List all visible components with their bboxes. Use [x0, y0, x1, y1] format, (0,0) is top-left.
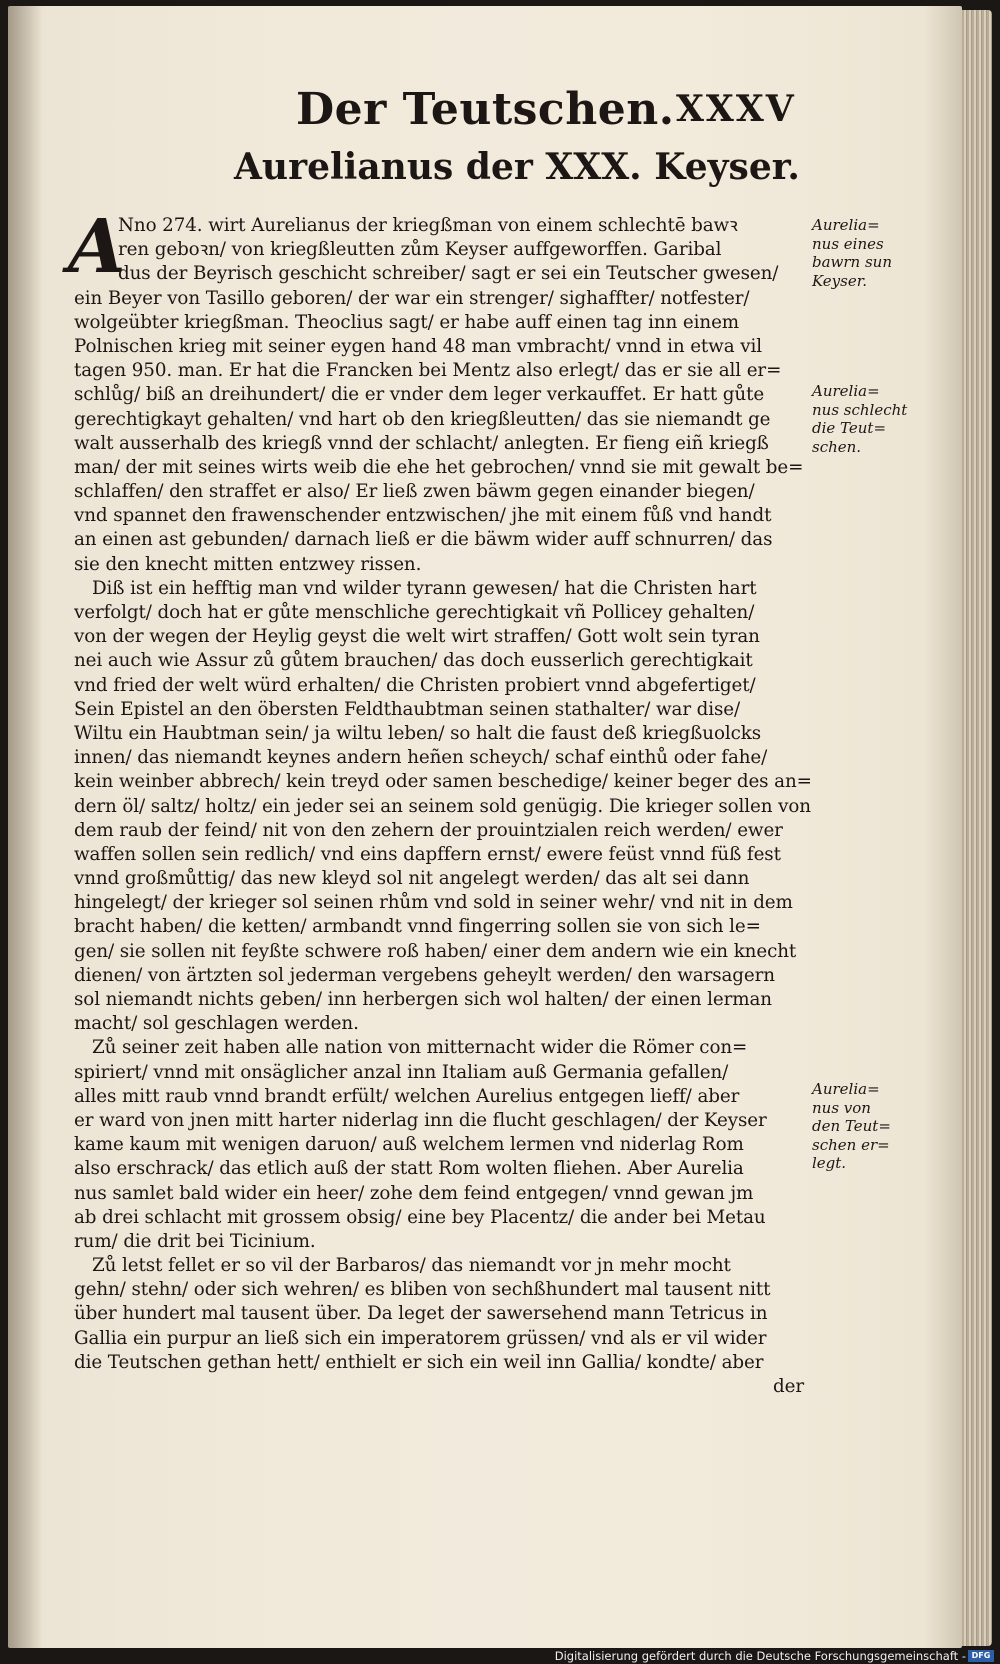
text-line: Diß ist ein hefftig man vnd wilder tyrann gewesen/ hat die Christen hart	[92, 577, 757, 599]
text-line: dienen/ von ärtzten sol jederman vergebens geheylt werden/ den warsagern	[74, 964, 775, 986]
margin-note-line: Aurelia=	[812, 1080, 880, 1098]
paragraph	[74, 577, 812, 1037]
text-line: tagen 950. man. Er hat die Francken bei Mentz also erlegt/ das er sie all er=	[74, 360, 782, 382]
margin-note	[812, 382, 932, 456]
text-line: Sein Epistel an den öbersten Feldthaubtman seinen stathalter/ war dise/	[74, 698, 741, 720]
text-line: wolgeübter kriegßman. Theoclius sagt/ er habe auff einen tag inn einem	[74, 311, 740, 333]
text-line: die Teutschen gethan hett/ enthielt er sich ein weil inn Gallia/ kondte/ aber	[74, 1351, 764, 1373]
decorated-initial: A	[68, 204, 126, 290]
paragraph	[74, 214, 812, 577]
text-line: über hundert mal tausent über. Da leget der sawersehend mann Tetricus in	[74, 1303, 768, 1325]
text-line: kein weinber abbrech/ kein treyd oder samen beschedige/ keiner beger des an=	[74, 771, 812, 793]
text-line: ab drei schlacht mit grossem obsig/ eine bey Placentz/ die ander bei Metau	[74, 1206, 766, 1228]
text-line: ein Beyer von Tasillo geboren/ der war ein strenger/ sighaffter/ notfester/	[74, 287, 750, 309]
dfg-logo: DFG	[968, 1650, 994, 1662]
text-line: Zů letst fellet er so vil der Barbaros/ das niemandt vor jn mehr mocht	[92, 1255, 731, 1277]
text-line: dem raub der feind/ nit von den zehern der prouintzialen reich werden/ ewer	[74, 819, 783, 841]
text-line: nei auch wie Assur zů gůtem brauchen/ das doch eusserlich gerechtigkait	[74, 650, 753, 672]
text-line: kame kaum mit wenigen daruon/ auß welchem lermen vnd niderlag Rom	[74, 1134, 744, 1156]
footer-credit: Digitalisierung gefördert durch die Deutsche Forschungsgemeinschaft -	[554, 1649, 966, 1663]
text-line: schlůg/ biß an dreihundert/ die er vnder dem leger verkauffet. Er hatt gůte	[74, 384, 765, 406]
margin-note-line: schen.	[812, 437, 862, 456]
margin-note-line: Aurelia=	[812, 216, 880, 234]
margin-note-line: die Teut=	[812, 419, 887, 437]
margin-note-line: nus schlecht	[812, 400, 908, 419]
text-line: er ward von jnen mitt harter niderlag inn die flucht geschlagen/ der Keyser	[74, 1109, 767, 1131]
margin-note-line: bawrn sun	[812, 253, 893, 271]
gutter-shadow	[8, 6, 42, 1648]
margin-note-line: nus von	[812, 1098, 871, 1117]
text-line: gehn/ stehn/ oder sich wehren/ es bliben von sechßhundert mal tausent nitt	[74, 1279, 771, 1301]
text-line: hingelegt/ der krieger sol seinen rhům vnd sold in seiner wehr/ vnd nit in dem	[74, 892, 793, 914]
text-line: ren geboꝛn/ von kriegßleutten zům Keyser auffgeworffen. Garibal	[118, 239, 722, 261]
text-line: an einen ast gebunden/ darnach ließ er die bäwm wider auff schnurren/ das	[74, 529, 773, 551]
text-line: Nno 274. wirt Aurelianus der kriegßman von einem schlechtē bawꝛ	[118, 215, 738, 236]
text-line: waffen sollen sein redlich/ vnd eins dapffern ernst/ ewere feüst vnnd füß fest	[74, 843, 781, 865]
text-line: vnd spannet den frawenschender entzwischen/ jhe mit einem fůß vnd handt	[74, 505, 772, 527]
text-line: gerechtigkayt gehalten/ vnd hart ob den kriegßleutten/ das sie niemandt ge	[74, 408, 771, 430]
text-line: rum/ die drit bei Ticinium.	[74, 1230, 316, 1252]
text-line: vnnd großmůttig/ das new kleyd sol nit angelegt werden/ das alt sei dann	[74, 868, 750, 890]
text-line: man/ der mit seines wirts weib die ehe het gebrochen/ vnnd sie mit gewalt be=	[74, 456, 804, 478]
text-line: innen/ das niemandt keynes andern heñen scheych/ schaf einthů oder fahe/	[74, 747, 768, 769]
main-text-block	[68, 204, 812, 1399]
text-line: Polnischen krieg mit seiner eygen hand 48 man vmbracht/ vnnd in etwa vil	[74, 335, 762, 357]
paragraph	[74, 1036, 812, 1254]
margin-note-line: nus eines	[812, 234, 884, 253]
margin-note-line: legt.	[812, 1154, 847, 1172]
catchword: der	[773, 1376, 804, 1397]
text-line: Wiltu ein Haubtman sein/ ja wiltu leben/ so halt die faust deß kriegßuolcks	[74, 722, 762, 744]
text-line: spiriert/ vnnd mit onsäglicher anzal inn Italiam auß Germania gefallen/	[74, 1061, 729, 1083]
margin-note-line: den Teut=	[812, 1117, 891, 1135]
text-line: vnd fried der welt würd erhalten/ die Christen probiert vnnd abgefertiget/	[74, 674, 756, 696]
margin-note-line: Aurelia=	[812, 382, 880, 400]
margin-note	[812, 1080, 932, 1173]
margin-note-line: Keyser.	[812, 271, 868, 290]
text-line: gen/ sie sollen nit feyßte schwere roß haben/ einer dem andern wie ein knecht	[74, 940, 797, 962]
text-line: sol niemandt nichts geben/ inn herbergen sich wol halten/ der einen lerman	[74, 989, 772, 1010]
folio-number: XXXV	[676, 88, 796, 130]
text-line: verfolgt/ doch hat er gůte menschliche gerechtigkait vñ Pollicey gehalten/	[74, 602, 755, 623]
text-line: bracht haben/ die ketten/ armbandt vnnd fingerring sollen sie von sich le=	[74, 916, 761, 938]
chapter-title: Aurelianus der XXX. Keyser.	[234, 146, 800, 188]
running-title: Der Teutschen.	[296, 84, 675, 135]
margin-note-line: schen er=	[812, 1135, 890, 1154]
text-line: dern öl/ saltz/ holtz/ ein jeder sei an seinem sold genügig. Die krieger sollen von	[74, 795, 811, 817]
page-edges	[962, 10, 992, 1646]
text-line: sie den knecht mitten entzwey rissen.	[74, 553, 422, 575]
text-line: von der wegen der Heylig geyst die welt wirt straffen/ Gott wolt sein tyran	[74, 626, 760, 648]
text-line: dus der Beyrisch geschicht schreiber/ sagt er sei ein Teutscher gwesen/	[118, 263, 779, 285]
text-line: schlaffen/ den straffet er also/ Er ließ zwen bäwm gegen einander biegen/	[74, 481, 755, 503]
text-line: macht/ sol geschlagen werden.	[74, 1013, 359, 1035]
text-line: alles mitt raub vnnd brandt erfült/ welchen Aurelius entgegen lieff/ aber	[74, 1085, 740, 1107]
margin-note	[812, 216, 932, 290]
text-line: walt ausserhalb des kriegß vnnd der schlacht/ anlegten. Er fieng eiñ kriegß	[74, 432, 769, 454]
text-line: Gallia ein purpur an ließ sich ein imperatorem grüssen/ vnd als er vil wider	[74, 1327, 767, 1349]
paragraph	[74, 1254, 812, 1375]
text-line: also erschrack/ das etlich auß der statt Rom wolten fliehen. Aber Aurelia	[74, 1158, 744, 1180]
text-line: Zů seiner zeit haben alle nation von mitternacht wider die Römer con=	[92, 1037, 748, 1059]
text-line: nus samlet bald wider ein heer/ zohe dem feind entgegen/ vnnd gewan jm	[74, 1182, 754, 1204]
